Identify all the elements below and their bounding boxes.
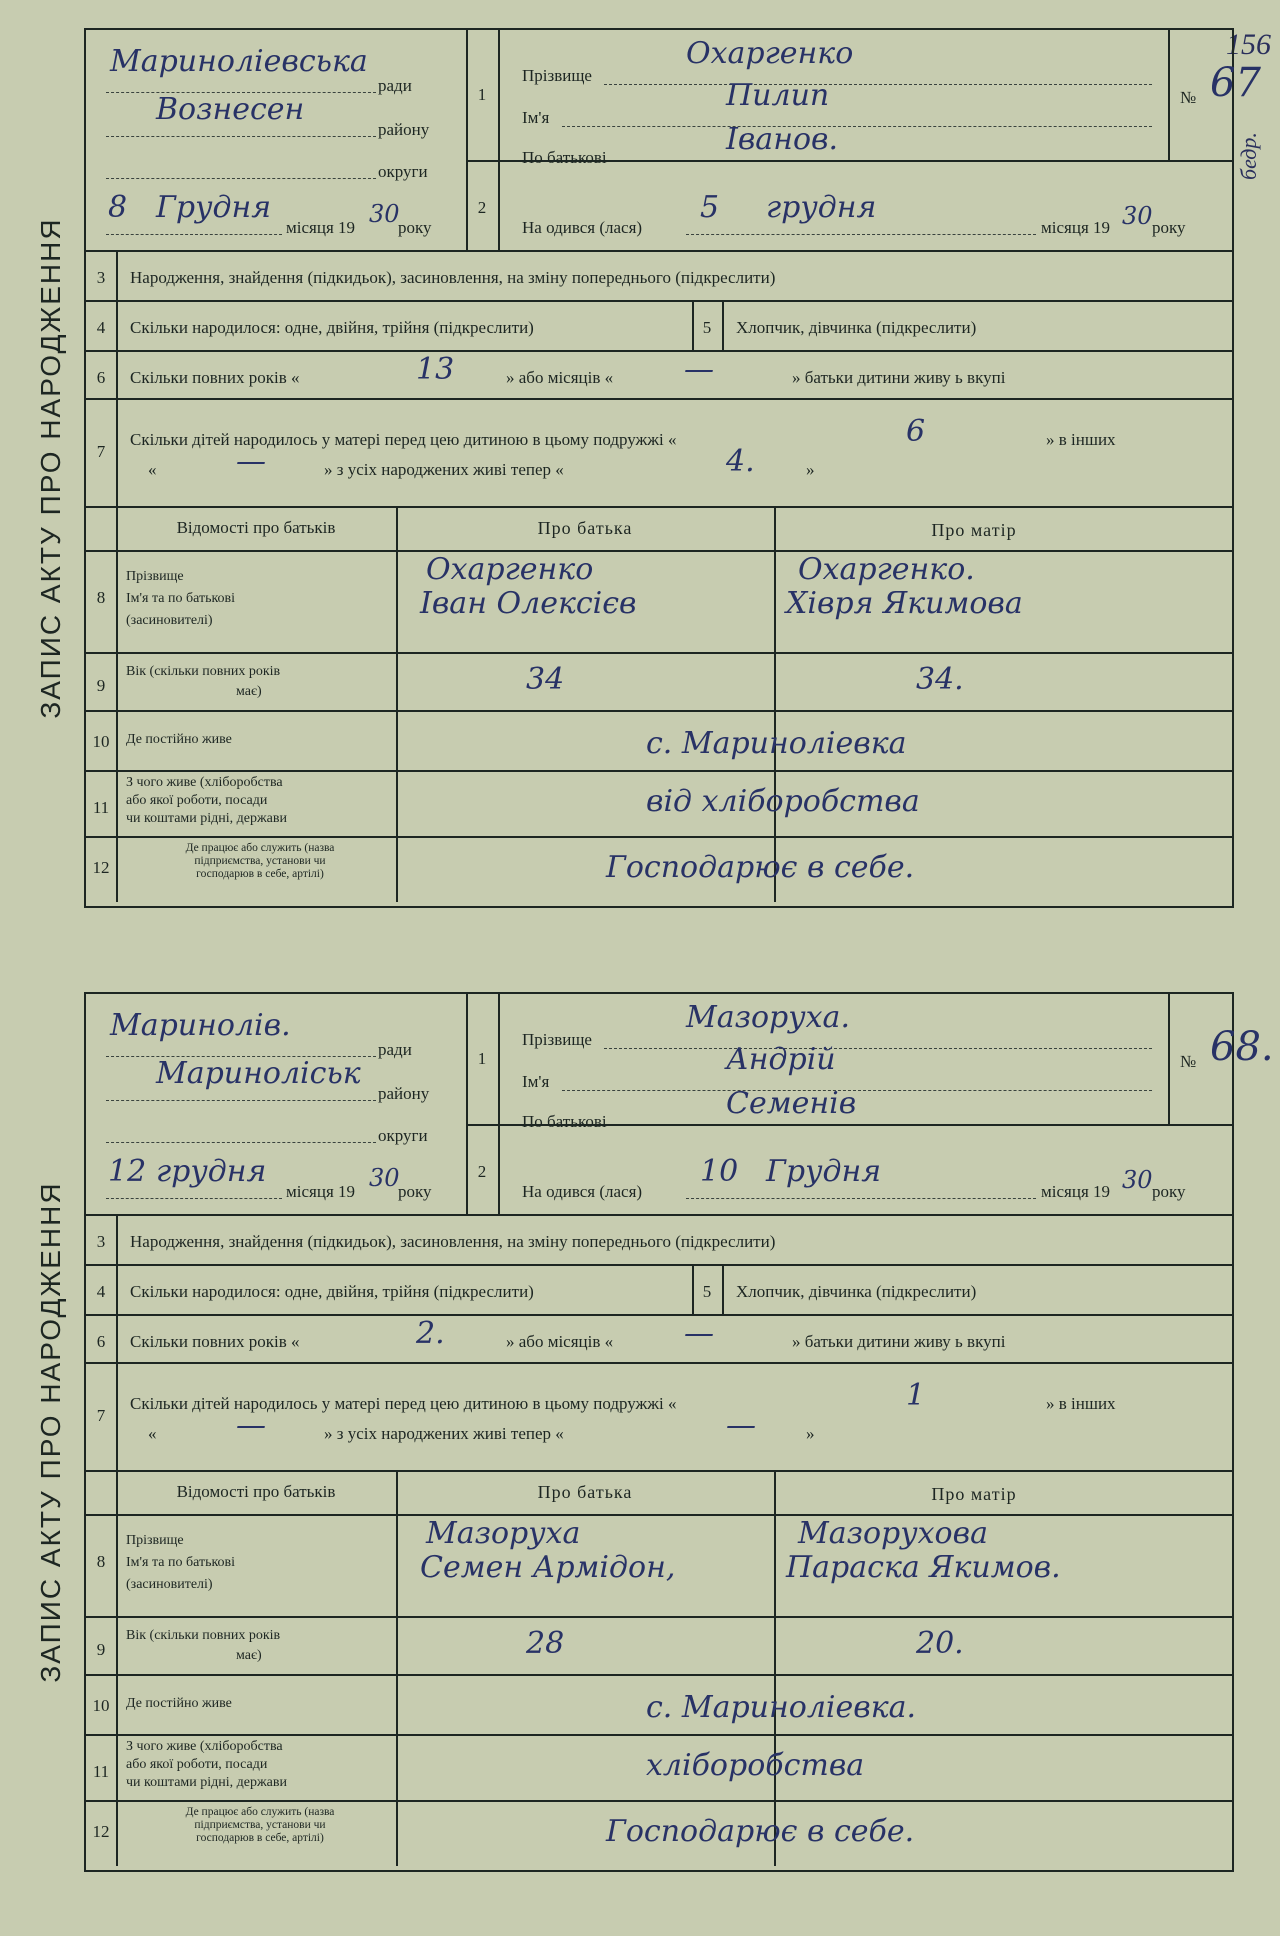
pro-batka-header: Про батька (537, 1482, 633, 1502)
mother-surname: Мазорухова (798, 1516, 988, 1551)
row4-label: Скільки народилося: одне, двійня, трійня (підкреслити) (130, 1282, 534, 1301)
reg-month-label: місяця 19 (286, 1182, 356, 1201)
row8-line3: (засиновителі) (126, 1577, 213, 1592)
rada-value: Мариноліевська (110, 44, 368, 79)
row9-label (126, 662, 280, 702)
reg-month-label: місяця 19 (286, 218, 356, 237)
side-title-text: ЗАПИС АКТУ ПРО НАРОДЖЕННЯ (35, 1181, 66, 1683)
row8-line1: Прізвище (126, 1533, 184, 1548)
rada-label: ради (378, 76, 412, 95)
row7-b: » в інших (1046, 430, 1116, 449)
mother-surname: Охаргенко. (798, 552, 975, 587)
reg-year-label: року (398, 218, 432, 237)
years-together: 13 (416, 352, 455, 387)
side-title-text: ЗАПИС АКТУ ПРО НАРОДЖЕННЯ (35, 217, 66, 719)
row9-label (126, 1626, 280, 1666)
row11-line2: або якої роботи, посади (126, 793, 268, 808)
surname-label: Прізвище (522, 66, 592, 85)
row7-e: » (806, 1424, 815, 1443)
row-number-4: 4 (96, 1282, 106, 1301)
born-label: На одився (лася) (522, 218, 643, 237)
row12-line2: підприємства, установи чи (194, 1819, 326, 1831)
residence: с. Мариноліевка. (646, 1690, 917, 1725)
row5-label: Хлопчик, дівчинка (підкреслити) (736, 318, 977, 337)
livelihood: хліборобства (646, 1748, 865, 1783)
row9-line2: має) (236, 1648, 262, 1663)
row-number-2: 2 (477, 1162, 487, 1181)
record-number: 68. (1210, 1024, 1274, 1070)
number-label: № (1180, 1052, 1197, 1071)
patronymic-value: Іванов. (726, 122, 839, 157)
row-number-8: 8 (96, 588, 106, 607)
row-number-10: 10 (92, 1696, 110, 1715)
patronymic-value: Семенів (726, 1086, 857, 1121)
row9-line2: має) (236, 684, 262, 699)
birth-month-label: місяця 19 (1041, 1182, 1111, 1201)
row-number-12: 12 (92, 858, 110, 877)
row9-line1: Вік (скільки повних років (126, 664, 281, 679)
row-number-5: 5 (702, 318, 712, 337)
reg-month: Грудня (156, 190, 272, 225)
surname-label: Прізвище (522, 1030, 592, 1049)
row3-label: Народження, знайдення (підкидьок), засиновлення, на зміну попереднього (підкреслити) (130, 1232, 776, 1251)
years-together: 2. (416, 1316, 445, 1351)
row8-label (126, 1530, 235, 1596)
row8-label (126, 566, 235, 632)
number-label: № (1180, 88, 1197, 107)
father-age: 28 (526, 1626, 565, 1661)
reg-year-label: року (398, 1182, 432, 1201)
pro-batka-header: Про батька (537, 518, 633, 538)
row7-d: » з усіх народжених живі тепер « (324, 1424, 564, 1443)
record-form (84, 992, 1274, 1872)
row4-label: Скільки народилося: одне, двійня, трійня (підкреслити) (130, 318, 534, 337)
row7-b: » в інших (1046, 1394, 1116, 1413)
okruha-label: округи (378, 1126, 428, 1145)
okruha-label: округи (378, 162, 428, 181)
row-number-1: 1 (477, 1049, 487, 1068)
name-label: Ім'я (522, 108, 550, 127)
row-number-11: 11 (92, 1762, 110, 1781)
row6-a: Скільки повних років « (130, 1332, 300, 1351)
row-number-9: 9 (96, 1640, 106, 1659)
residence: с. Мариноліевка (646, 726, 907, 761)
row11-line3: чи коштами рідні, держави (126, 1775, 287, 1790)
workplace: Господарює в себе. (606, 1814, 915, 1849)
mother-name: Хівря Якимова (786, 586, 1023, 621)
row11-line1: З чого живе (хліборобства (126, 1739, 283, 1754)
months-together: — (684, 1316, 714, 1351)
children-other: — (236, 444, 266, 479)
reg-year: 30 (369, 1164, 400, 1192)
row-number-11: 11 (92, 798, 110, 817)
father-name: Іван Олексієв (420, 586, 637, 621)
birth-year-label: року (1152, 218, 1186, 237)
row12-label (126, 1806, 394, 1845)
name-value: Андрій (726, 1042, 836, 1077)
mother-name: Параска Якимов. (786, 1550, 1061, 1585)
sheet-number: 156 (1226, 28, 1271, 61)
side-title (18, 992, 86, 1872)
father-age: 34 (526, 662, 565, 697)
row-number-6: 6 (96, 368, 106, 387)
row12-label (126, 842, 394, 881)
row-number-7: 7 (96, 442, 106, 461)
row-number-3: 3 (96, 1232, 106, 1251)
row10-label: Де постійно живе (126, 1696, 232, 1711)
patronymic-label: По батькові (522, 148, 607, 167)
row-number-5: 5 (702, 1282, 712, 1301)
mother-age: 34. (916, 662, 964, 697)
row-number-7: 7 (96, 1406, 106, 1425)
rada-value: Маринолів. (110, 1008, 291, 1043)
margin-note: бедр. (1236, 132, 1261, 180)
children-before: 1 (906, 1378, 926, 1413)
pro-matir-header: Про матір (931, 520, 1017, 540)
row-number-3: 3 (96, 268, 106, 287)
row12-line1: Де працює або служить (назва (185, 1806, 335, 1818)
workplace: Господарює в себе. (606, 850, 915, 885)
row-number-4: 4 (96, 318, 106, 337)
livelihood: від хліборобства (646, 784, 920, 819)
birth-year-label: року (1152, 1182, 1186, 1201)
birth-day: 10 (700, 1154, 739, 1189)
row12-line3: господарюв в себе, артілі) (196, 1832, 324, 1844)
row5-label: Хлопчик, дівчинка (підкреслити) (736, 1282, 977, 1301)
patronymic-label: По батькові (522, 1112, 607, 1131)
rayon-value: Мариноліськ (156, 1056, 361, 1091)
father-name: Семен Армідон, (420, 1550, 676, 1585)
vidomosti-header: Відомості про батьків (176, 518, 336, 537)
row6-c: » батьки дитини живу ь вкупі (792, 1332, 1006, 1351)
birth-record-2 (18, 992, 1274, 1872)
surname-value: Мазоруха. (686, 1000, 850, 1035)
row12-line3: господарюв в себе, артілі) (196, 868, 324, 880)
row7-c: « (148, 460, 157, 479)
alive-now: 4. (726, 444, 755, 479)
mother-age: 20. (916, 1626, 964, 1661)
row8-line1: Прізвище (126, 569, 184, 584)
rada-label: ради (378, 1040, 412, 1059)
row-number-9: 9 (96, 676, 106, 695)
row7-a: Скільки дітей народилось у матері перед цею дитиною в цьому подружжі « (130, 1394, 677, 1413)
row-number-12: 12 (92, 1822, 110, 1841)
father-surname: Мазоруха (426, 1516, 581, 1551)
name-label: Ім'я (522, 1072, 550, 1091)
reg-year: 30 (369, 200, 400, 228)
vidomosti-header: Відомості про батьків (176, 1482, 336, 1501)
row6-c: » батьки дитини живу ь вкупі (792, 368, 1006, 387)
name-value: Пилип (726, 78, 830, 113)
row6-a: Скільки повних років « (130, 368, 300, 387)
reg-day: 12 (108, 1154, 147, 1189)
record-number: 67 (1210, 60, 1261, 106)
reg-day: 8 (108, 190, 128, 225)
row9-line1: Вік (скільки повних років (126, 1628, 281, 1643)
row11-line1: З чого живе (хліборобства (126, 775, 283, 790)
born-label: На одився (лася) (522, 1182, 643, 1201)
children-before: 6 (906, 414, 926, 449)
birth-year: 30 (1122, 202, 1153, 230)
row8-line3: (засиновителі) (126, 613, 213, 628)
months-together: — (684, 352, 714, 387)
row7-a: Скільки дітей народилось у матері перед цею дитиною в цьому подружжі « (130, 430, 677, 449)
row11-line2: або якої роботи, посади (126, 1757, 268, 1772)
birth-month: грудня (766, 190, 877, 225)
birth-month-label: місяця 19 (1041, 218, 1111, 237)
birth-day: 5 (700, 190, 720, 225)
reg-month: грудня (156, 1154, 267, 1189)
row11-label (126, 774, 287, 828)
row7-e: » (806, 460, 815, 479)
row8-line2: Ім'я та по батькові (126, 591, 236, 606)
row12-line2: підприємства, установи чи (194, 855, 326, 867)
row6-b: » або місяців « (506, 368, 614, 387)
row10-label: Де постійно живе (126, 732, 232, 747)
row-number-6: 6 (96, 1332, 106, 1351)
row-number-1: 1 (477, 85, 487, 104)
father-surname: Охаргенко (426, 552, 594, 587)
row3-label: Народження, знайдення (підкидьок), засиновлення, на зміну попереднього (підкреслити) (130, 268, 776, 287)
row8-line2: Ім'я та по батькові (126, 1555, 236, 1570)
row6-b: » або місяців « (506, 1332, 614, 1351)
children-other: — (236, 1408, 266, 1443)
pro-matir-header: Про матір (931, 1484, 1017, 1504)
row-number-8: 8 (96, 1552, 106, 1571)
alive-now: — (726, 1408, 756, 1443)
row-number-10: 10 (92, 732, 110, 751)
rayon-value: Вознесен (156, 92, 305, 127)
birth-month: Грудня (766, 1154, 882, 1189)
row-number-2: 2 (477, 198, 487, 217)
rayon-label: району (378, 120, 430, 139)
row7-d: » з усіх народжених живі тепер « (324, 460, 564, 479)
row11-label (126, 1738, 287, 1792)
row12-line1: Де працює або служить (назва (185, 842, 335, 854)
birth-year: 30 (1122, 1166, 1153, 1194)
side-title (18, 28, 86, 908)
surname-value: Охаргенко (686, 36, 854, 71)
row7-c: « (148, 1424, 157, 1443)
row11-line3: чи коштами рідні, держави (126, 811, 287, 826)
rayon-label: району (378, 1084, 430, 1103)
